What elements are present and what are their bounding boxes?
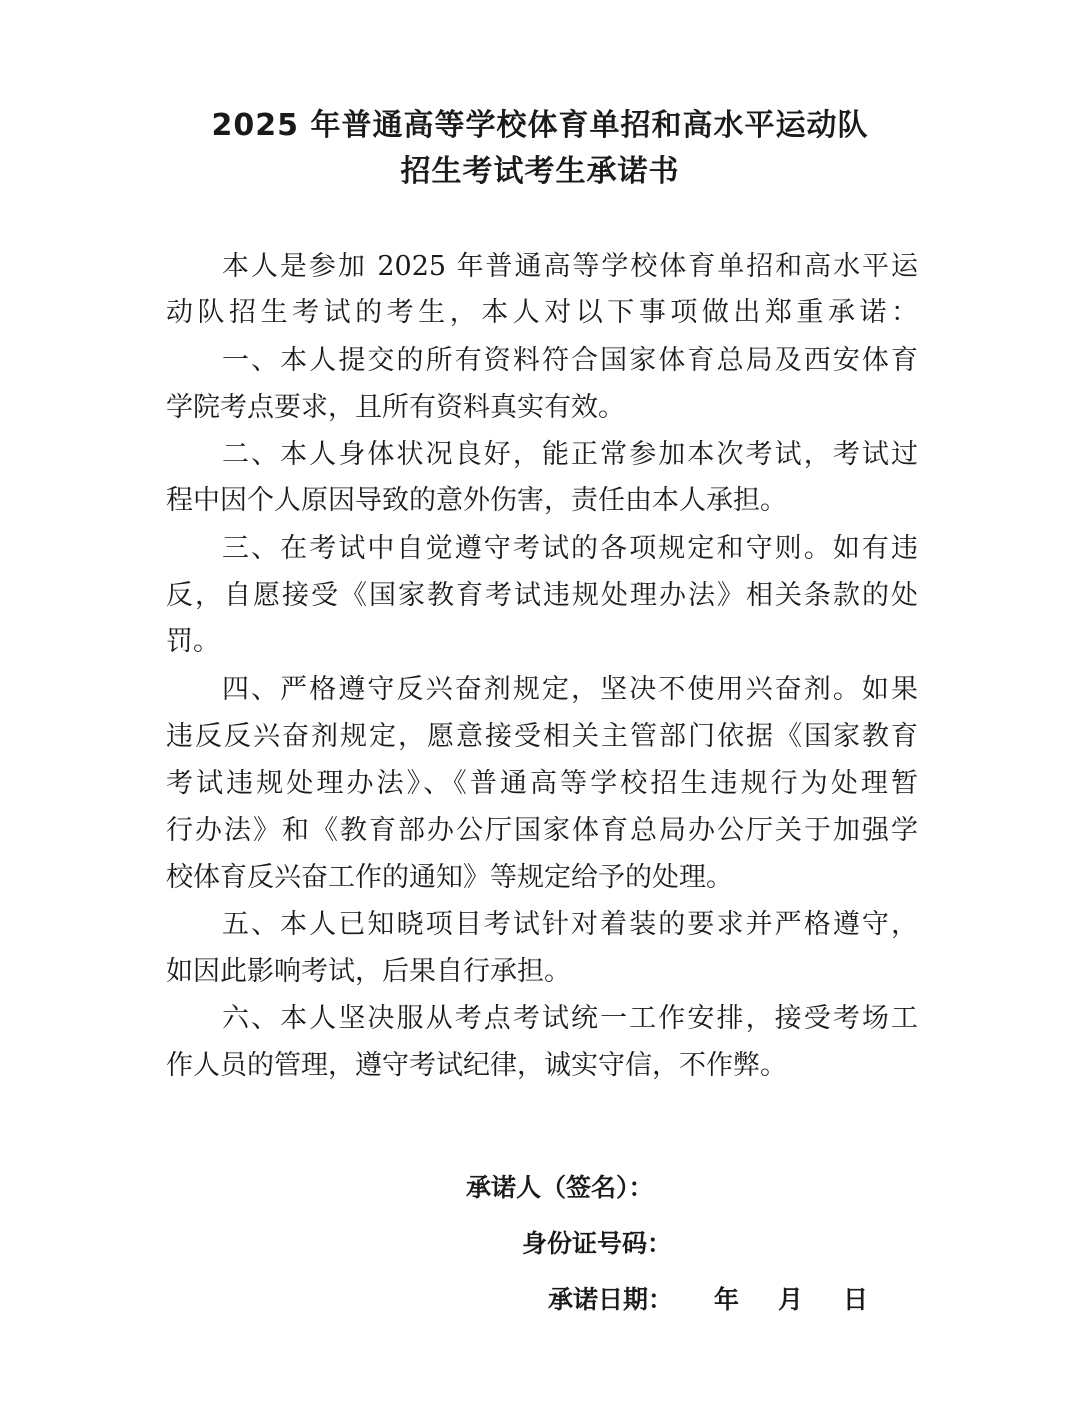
body-line: 六、本人坚决服从考点考试统一工作安排，接受考场工 xyxy=(222,1003,918,1034)
body-line: 五、本人已知晓项目考试针对着装的要求并严格遵守， xyxy=(222,909,918,940)
body-line: 如因此影响考试，后果自行承担。 xyxy=(166,956,571,987)
body-line: 考试违规处理办法》、《普通高等学校招生违规行为处理暂 xyxy=(166,768,918,799)
body-line: 罚。 xyxy=(166,626,220,657)
body-line: 学院考点要求，且所有资料真实有效。 xyxy=(166,392,625,423)
body-line: 反，自愿接受《国家教育考试违规处理办法》相关条款的处 xyxy=(166,580,918,611)
body-line: 四、严格遵守反兴奋剂规定，坚决不使用兴奋剂。如果 xyxy=(222,674,918,705)
document-title-line-1: 2025 年普通高等学校体育单招和高水平运动队 xyxy=(211,108,869,143)
date-day-label: 日 xyxy=(843,1285,869,1314)
body-line: 动队招生考试的考生，本人对以下事项做出郑重承诺： xyxy=(166,297,918,328)
date-year-label: 年 xyxy=(714,1285,740,1314)
body-line: 本人是参加 2025 年普通高等学校体育单招和高水平运 xyxy=(222,251,918,282)
date-month-label: 月 xyxy=(778,1285,804,1314)
body-line: 三、在考试中自觉遵守考试的各项规定和守则。如有违 xyxy=(222,533,918,564)
body-line: 二、本人身体状况良好，能正常参加本次考试，考试过 xyxy=(222,439,918,470)
document-title-line-2: 招生考试考生承诺书 xyxy=(400,154,680,189)
signer-label: 承诺人（签名）： xyxy=(466,1173,654,1202)
body-line: 行办法》和《教育部办公厅国家体育总局办公厅关于加强学 xyxy=(166,815,918,846)
body-line: 校体育反兴奋工作的通知》等规定给予的处理。 xyxy=(166,862,733,893)
body-line: 违反反兴奋剂规定，愿意接受相关主管部门依据《国家教育 xyxy=(166,721,918,752)
body-line: 作人员的管理，遵守考试纪律，诚实守信，不作弊。 xyxy=(166,1050,787,1081)
id-number-label: 身份证号码： xyxy=(522,1229,673,1258)
body-line: 程中因个人原因导致的意外伤害，责任由本人承担。 xyxy=(166,485,787,516)
body-line: 一、本人提交的所有资料符合国家体育总局及西安体育 xyxy=(222,345,918,376)
date-label: 承诺日期： xyxy=(548,1285,674,1314)
